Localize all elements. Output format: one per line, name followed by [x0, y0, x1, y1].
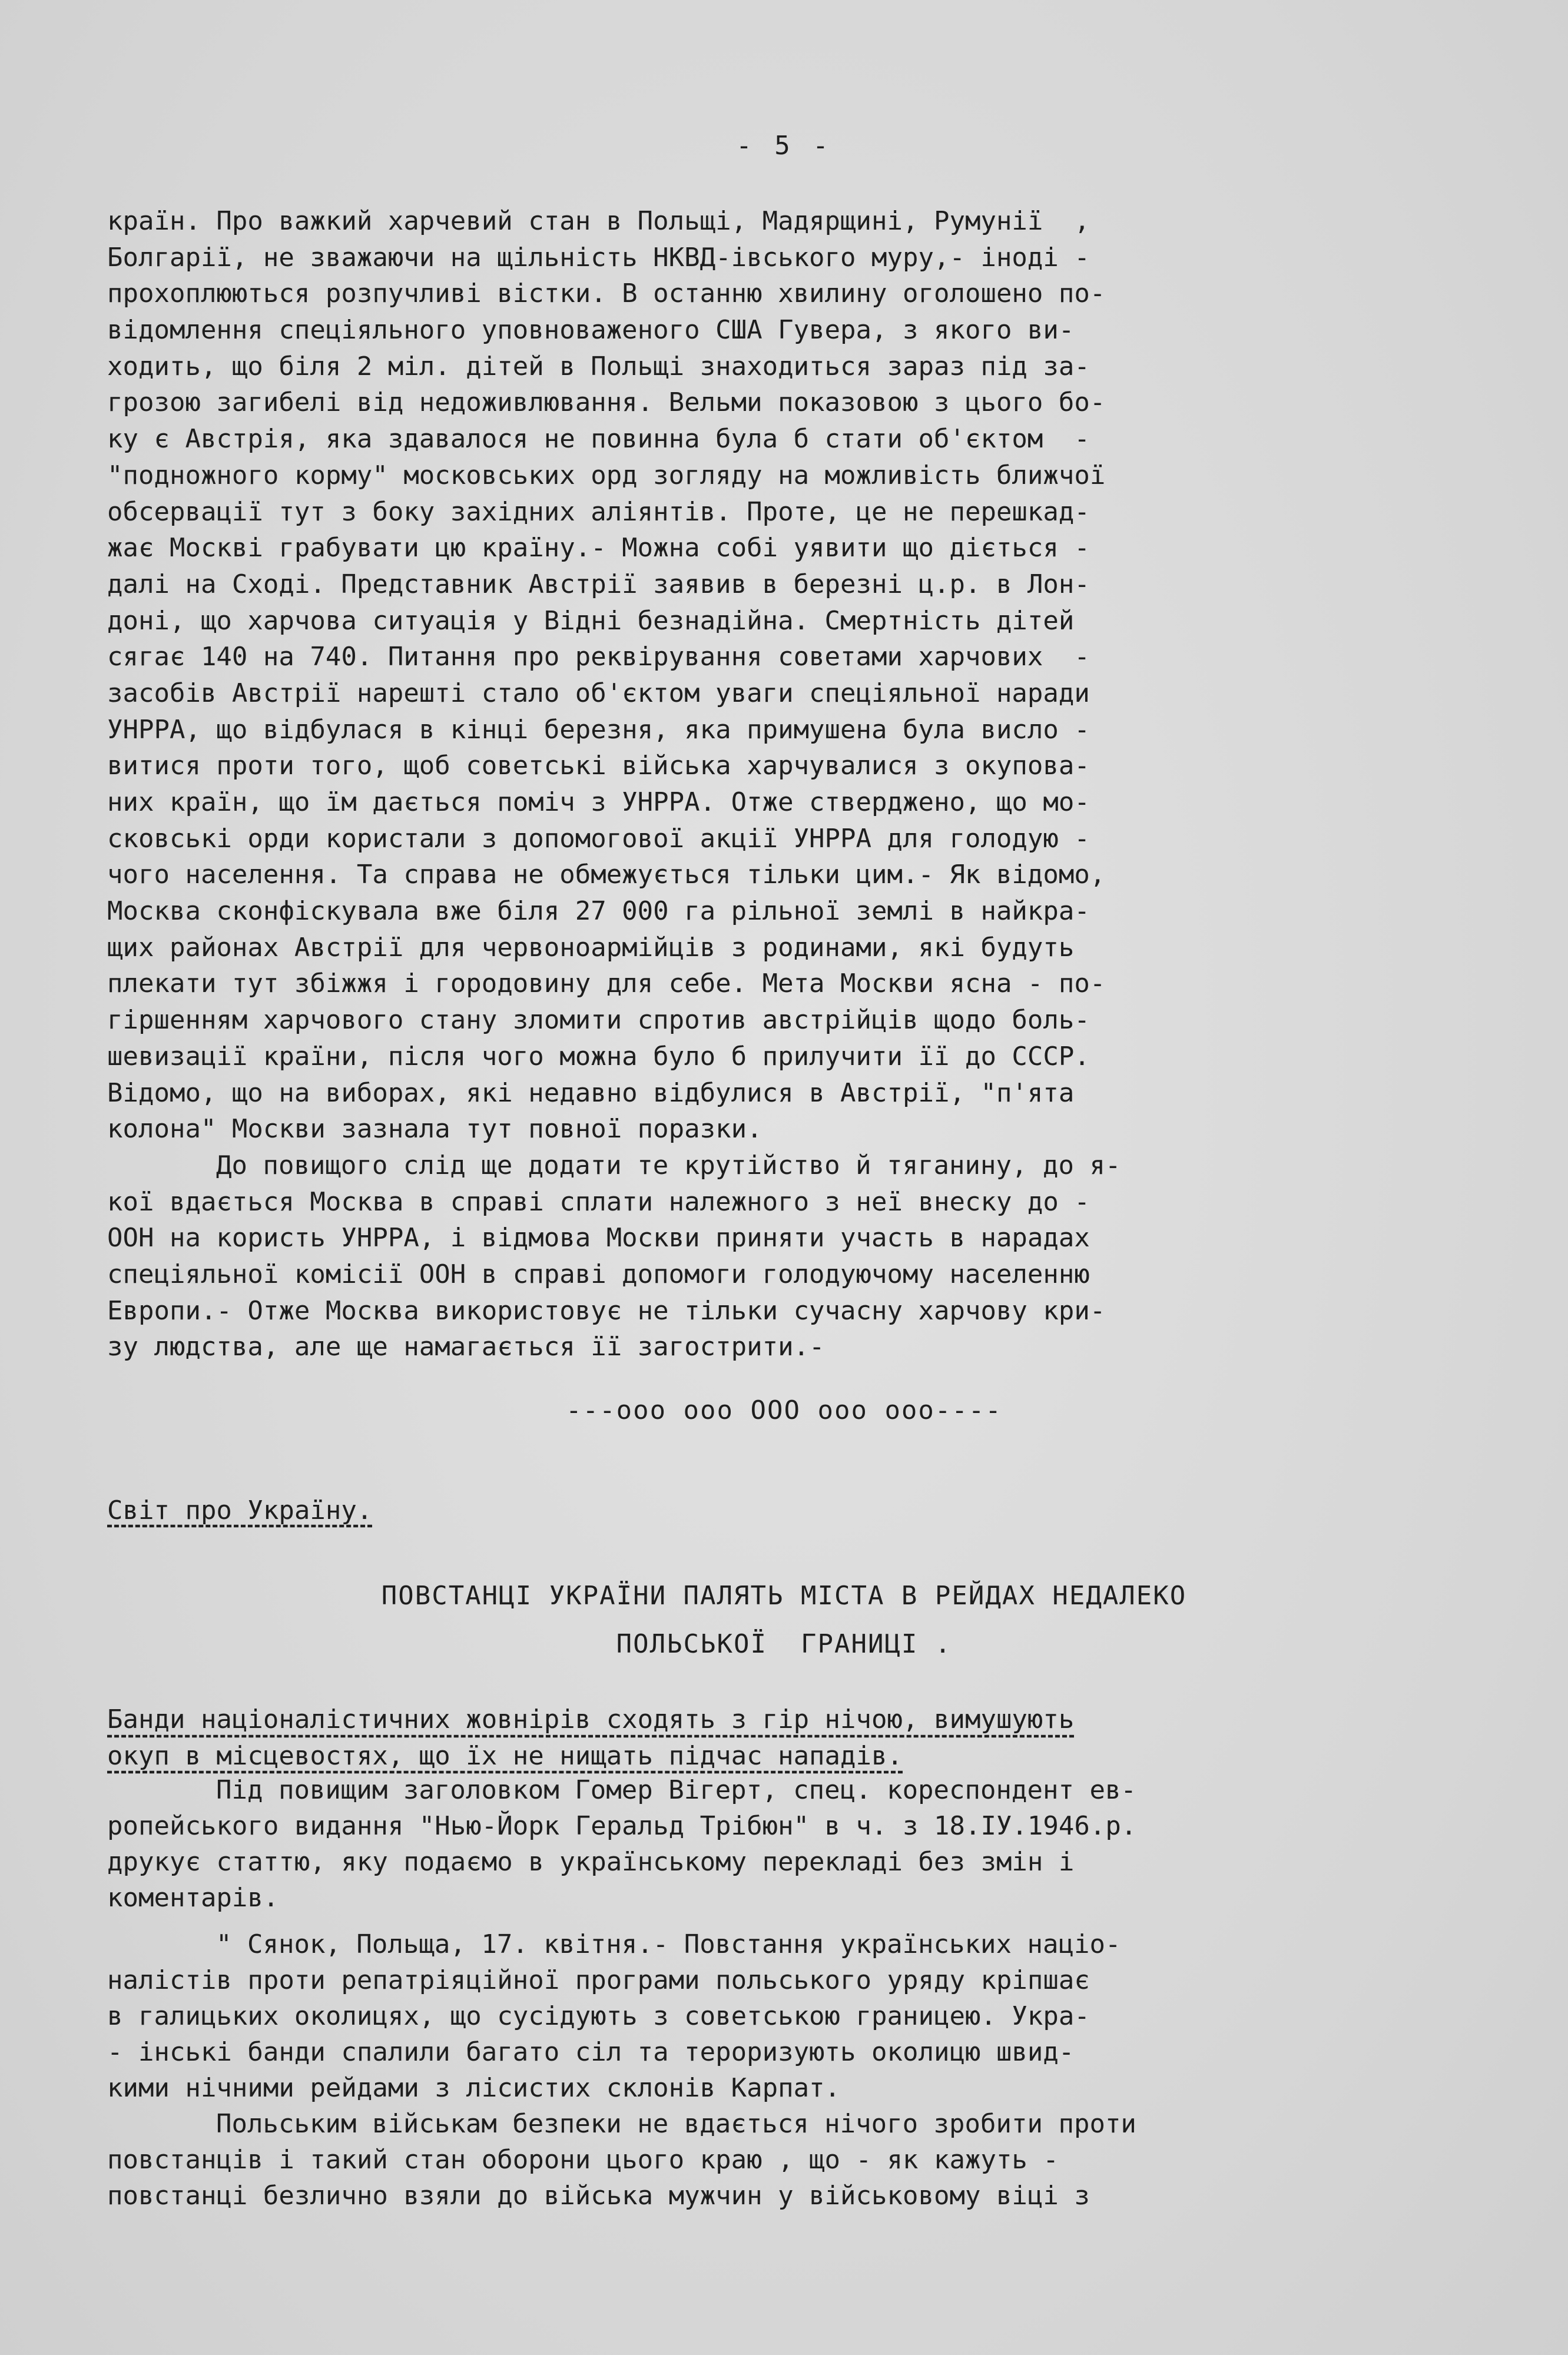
subheadline-line: Банди націоналістичних жовнірів сходять з гір нічою, вимушують	[107, 1704, 1075, 1734]
text-line: "подножного корму" московських орд зогляду на можливість ближчої	[107, 460, 1106, 490]
text-line: гіршенням харчового стану зломити спротив австрійців щодо боль-	[107, 1005, 1090, 1036]
text-line: повстанців і такий стан оборони цього краю , що - як кажуть -	[107, 2145, 1059, 2175]
text-line: Відомо, що на виборах, які недавно відбулися в Австрії, "п'ята	[107, 1077, 1075, 1108]
text-line: країн. Про важкий харчевий стан в Польщі, Мадярщині, Румунії ,	[107, 206, 1090, 236]
text-line: жає Москві грабувати цю країну.- Можна собі уявити що діється -	[107, 533, 1090, 563]
section-label: Світ про Україну.	[107, 1495, 373, 1525]
headline-line: ПОЛЬСЬКОЇ ГРАНИЦІ .	[616, 1629, 952, 1659]
article-subheadline	[107, 1701, 1473, 1774]
text-line: ку є Австрія, яка здавалося не повинна була б стати об'єктом -	[107, 424, 1090, 455]
text-line: ходить, що біля 2 міл. дітей в Польщі знаходиться зараз під за-	[107, 351, 1090, 382]
text-line: Під повищим заголовком Гомер Вігерт, спец. кореспондент ев-	[216, 1775, 1136, 1805]
text-line: обсервації тут з боку західних аліянтів. Проте, це не перешкад-	[107, 496, 1090, 527]
text-line: сягає 140 на 740. Питання про реквірування советами харчових -	[107, 642, 1090, 672]
text-line: УНРРА, що відбулася в кінці березня, яка примушена була висло -	[107, 714, 1090, 745]
text-line: доні, що харчова ситуація у Відні безнадійна. Смертність дітей	[107, 605, 1075, 636]
text-line: ропейського видання "Нью-Йорк Геральд Трібюн" в ч. з 18.IУ.1946.р.	[107, 1811, 1137, 1841]
continuation-text	[107, 203, 1473, 1365]
text-line: в галицьких околицях, що сусідують з советською границею. Укра-	[107, 2001, 1090, 2031]
text-line: далі на Сході. Представник Австрії заявив в березні ц.р. в Лон-	[107, 569, 1090, 599]
text-line: колона" Москви зазнала тут повної поразки.	[107, 1114, 763, 1145]
page-number: - 5 -	[736, 131, 832, 161]
text-line: друкує статтю, яку подаємо в українському перекладі без змін і	[107, 1847, 1075, 1877]
text-line: зу людства, але ще намагається її загострити.-	[107, 1332, 825, 1362]
text-line: кої вдається Москва в справі сплати належного з неї внеску до -	[107, 1186, 1090, 1217]
text-line: витися проти того, щоб советські війська харчувалися з окупова-	[107, 751, 1090, 781]
text-line: Москва сконфіскувала вже біля 27 000 га рільної землі в найкра-	[107, 896, 1090, 927]
text-line: шевизації країни, після чого можна було б прилучити її до СССР.	[107, 1041, 1090, 1072]
section-separator: ---ооо ооо ООО ооо ооо----	[566, 1395, 1002, 1425]
text-line: засобів Австрії нарешті стало об'єктом уваги спеціяльної наради	[107, 678, 1090, 708]
text-line: грозою загибелі від недоживлювання. Вельми показовою з цього бо-	[107, 387, 1106, 418]
text-line: кими нічними рейдами з лісистих склонів Карпат.	[107, 2073, 841, 2103]
text-line: плекати тут збіжжя і городовину для себе. Мета Москви ясна - по-	[107, 968, 1106, 999]
text-line: налістів проти репатріяційної програми польського уряду кріпшає	[107, 1965, 1090, 1995]
subheadline-line: окуп в місцевостях, що їх не нищать підчас нападів.	[107, 1740, 903, 1771]
text-line: них країн, що їм дається поміч з УНРРА. Отже стверджено, що мо-	[107, 787, 1090, 817]
article-headline	[0, 1572, 1568, 1669]
text-line: прохоплюються розпучливі вістки. В останню хвилину оголошено по-	[107, 278, 1106, 309]
text-line: сковські орди користали з допомогової акції УНРРА для голодую -	[107, 823, 1090, 854]
text-line: спеціяльної комісії ООН в справі допомоги голодуючому населенню	[107, 1259, 1090, 1289]
text-line: коментарів.	[107, 1883, 279, 1913]
text-line: щих районах Австрії для червоноармійців з родинами, які будуть	[107, 932, 1075, 963]
text-line: Болгарії, не зважаючи на щільність НКВД-івського муру,- іноді -	[107, 242, 1090, 273]
text-line: ООН на користь УНРРА, і відмова Москви приняти участь в нарадах	[107, 1223, 1090, 1253]
headline-line: ПОВСТАНЦІ УКРАЇНИ ПАЛЯТЬ МІСТА В РЕЙДАХ НЕДАЛЕКО	[381, 1581, 1187, 1611]
text-line: Польським військам безпеки не вдається нічого зробити проти	[216, 2109, 1136, 2139]
article-body	[107, 1772, 1473, 2214]
text-line: - інські банди спалили багато сіл та тероризують околицю швид-	[107, 2037, 1075, 2067]
text-line: чого населення. Та справа не обмежується тільки цим.- Як відомо,	[107, 860, 1106, 890]
text-line: повстанці безлично взяли до війська мужчин у військовому віці з	[107, 2181, 1090, 2211]
text-line: відомлення спеціяльного уповноваженого США Гувера, з якого ви-	[107, 315, 1075, 346]
text-line: " Сянок, Польща, 17. квітня.- Повстання українських націо-	[216, 1929, 1121, 1959]
text-line: Европи.- Отже Москва використовує не тільки сучасну харчову кри-	[107, 1295, 1106, 1326]
text-line: До повищого слід ще додати те крутійство й тяганину, до я-	[216, 1150, 1121, 1180]
